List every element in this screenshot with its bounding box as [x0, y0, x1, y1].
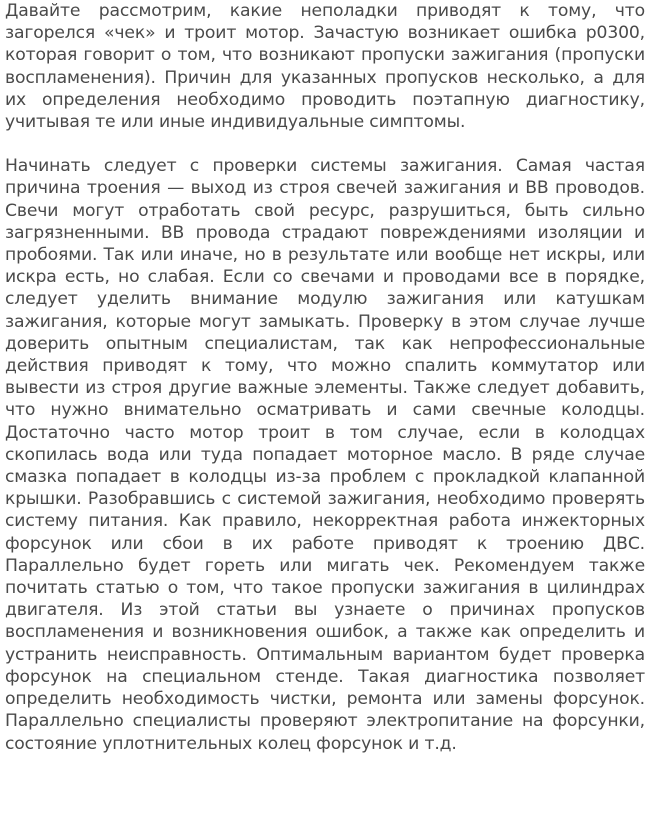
article-body [5, 0, 645, 755]
article-paragraph-intro: Давайте рассмотрим, какие неполадки приводят к тому, что загорелся «чек» и троит мотор. Зачастую возникает ошибка p0300, которая говорит о том, что возникают пропуски зажигания (пропуски воспламенения). Причин для указанных пропусков несколько, а для их определения необходимо проводить поэтапную диагностику, учитывая те или иные индивидуальные симптомы. [5, 1, 645, 133]
article-paragraph-diagnostics: Начинать следует с проверки системы зажигания. Самая частая причина троения — выход из строя свечей зажигания и ВВ проводов. Свечи могут отработать свой ресурс, разрушиться, быть сильно загрязненными. ВВ провода страдают повреждениями изоляции и пробоями. Так или иначе, но в результате или вообще нет искры, или искра есть, но слабая. Если со свечами и проводами все в порядке, следует уделить внимание модулю зажигания или катушкам зажигания, которые могут замыкать. Проверку в этом случае лучше доверить опытным специалистам, так как непрофессиональные действия приводят к тому, что можно спалить коммутатор или вывести из строя другие важные элементы. Также следует добавить, что нужно внимательно осматривать и сами свечные колодцы. Достаточно часто мотор троит в том случае, если в колодцах скопилась вода или туда попадает моторное масло. В ряде случае смазка попадает в колодцы из-за проблем с прокладкой клапанной крышки. Разобравшись с системой зажигания, необходимо проверять систему питания. Как правило, некорректная работа инжекторных форсунок или сбои в их работе приводят к троению ДВС. Параллельно будет гореть или мигать чек. Рекомендуем также почитать статью о том, что такое пропуски зажигания в цилиндрах двигателя. Из этой статьи вы узнаете о причинах пропусков воспламенения и возникновения ошибок, а также как определить и устранить неисправность. Оптимальным вариантом будет проверка форсунок на специальном стенде. Такая диагностика позволяет определить необходимость чистки, ремонта или замены форсунок. Параллельно специалисты проверяют электропитание на форсунки, состояние уплотнительных колец форсунок и т.д. [5, 156, 645, 754]
